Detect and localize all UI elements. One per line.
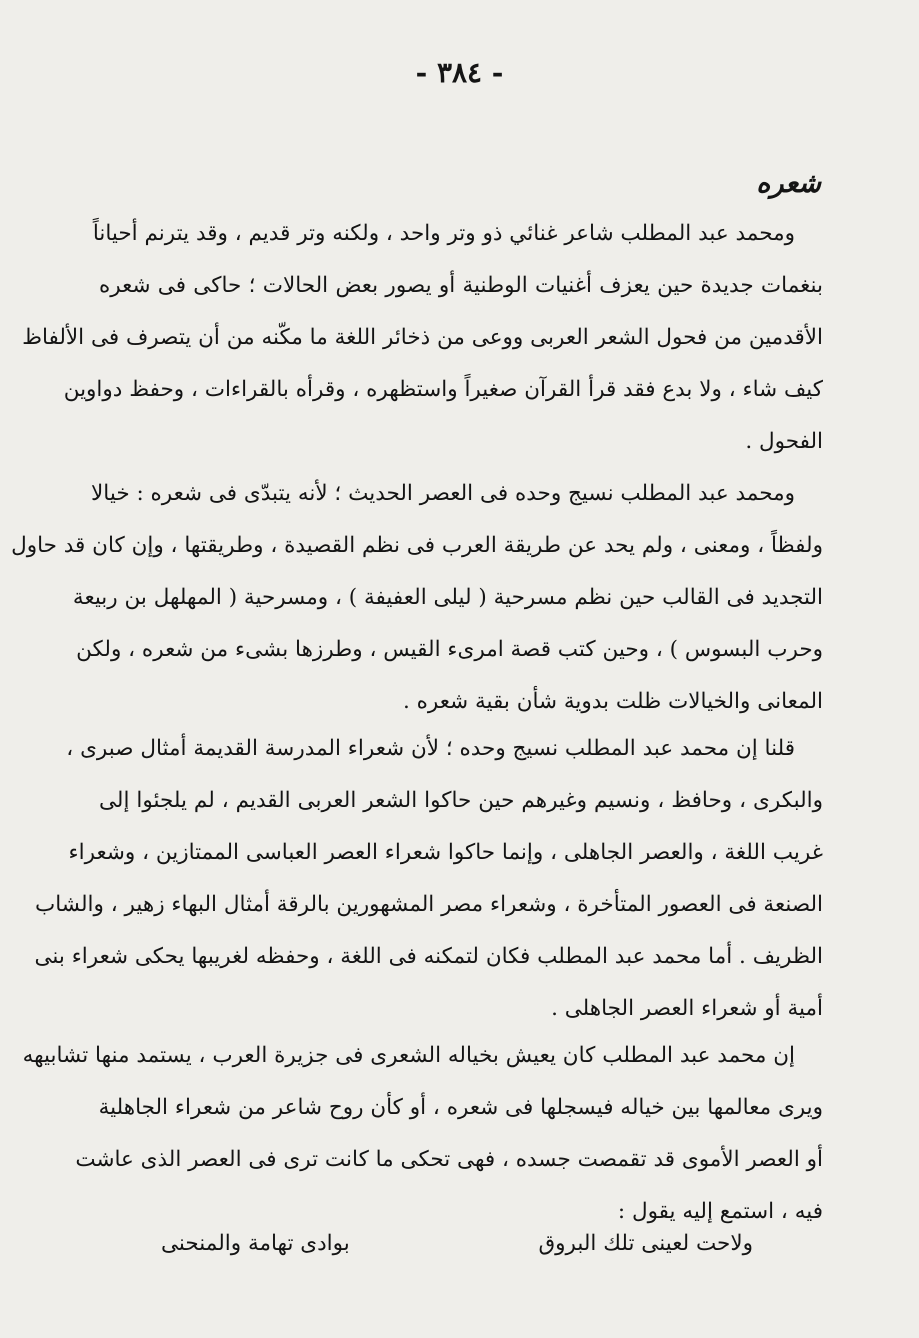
paragraph-line: ومحمد عبد المطلب نسيج وحده فى العصر الحديث ؛ لأنه يتبدّى فى شعره : خيالا — [91, 481, 795, 506]
paragraph-line: الظريف . أما محمد عبد المطلب فكان لتمكنه فى اللغة ، وحفظه لغريبها يحكى شعراء بنى — [34, 944, 823, 969]
paragraph-line: أو العصر الأموى قد تقمصت جسده ، فهى تحكى ما كانت ترى فى العصر الذى عاشت — [75, 1147, 823, 1172]
paragraph-line: التجديد فى القالب حين نظم مسرحية ( ليلى العفيفة ) ، ومسرحية ( المهلهل بن ربيعة — [72, 585, 823, 610]
paragraph-line: والبكرى ، وحافظ ، ونسيم وغيرهم حين حاكوا الشعر العربى القديم ، لم يلجئوا إلى — [99, 788, 823, 813]
paragraph-1 — [22, 208, 823, 468]
verse-first-hemistich: ولاحت لعينى تلك البروق — [538, 1231, 753, 1256]
paragraph-line: ولفظاً ، ومعنى ، ولم يحد عن طريقة العرب فى نظم القصيدة ، وطريقتها ، وإن كان قد حاول — [11, 533, 823, 558]
paragraph-line: الفحول . — [745, 429, 823, 454]
paragraph-line: قلنا إن محمد عبد المطلب نسيج وحده ؛ لأن شعراء المدرسة القديمة أمثال صبرى ، — [66, 736, 795, 761]
paragraph-2 — [11, 468, 823, 728]
paragraph-line: أمية أو شعراء العصر الجاهلى . — [551, 996, 823, 1021]
paragraph-line: الصنعة فى العصور المتأخرة ، وشعراء مصر المشهورين بالرقة أمثال البهاء زهير ، والشاب — [35, 892, 823, 917]
section-heading: شعره — [756, 168, 821, 199]
paragraph-line: ويرى معالمها بين خياله فيسجلها فى شعره ، أو كأن روح شاعر من شعراء الجاهلية — [98, 1095, 823, 1120]
paragraph-3 — [34, 723, 823, 1035]
paragraph-line: فيه ، استمع إليه يقول : — [617, 1199, 823, 1224]
paragraph-line: إن محمد عبد المطلب كان يعيش بخياله الشعرى فى جزيرة العرب ، يستمد منها تشابيهه — [22, 1043, 795, 1068]
paragraph-line: كيف شاء ، ولا بدع فقد قرأ القرآن صغيراً واستظهره ، وقرأه بالقراءات ، وحفظ دواوين — [63, 377, 823, 402]
page-number: - ٣٨٤ - — [415, 56, 504, 89]
paragraph-line: المعانى والخيالات ظلت بدوية شأن بقية شعره . — [402, 689, 823, 714]
paragraph-line: ومحمد عبد المطلب شاعر غنائي ذو وتر واحد ، ولكنه وتر قديم ، وقد يترنم أحياناً — [92, 221, 795, 246]
paragraph-line: غريب اللغة ، والعصر الجاهلى ، وإنما حاكوا شعراء العصر العباسى الممتازين ، وشعراء — [68, 840, 823, 865]
paragraph-line: بنغمات جديدة حين يعزف أغنيات الوطنية أو يصور بعض الحالات ؛ حاكى فى شعره — [99, 273, 823, 298]
paragraph-line: الأقدمين من فحول الشعر العربى ووعى من ذخائر اللغة ما مكّنه من أن يتصرف فى الألفاظ — [22, 325, 823, 350]
verse-second-hemistich: بوادى تهامة والمنحنى — [161, 1231, 350, 1256]
poem-verse — [99, 1218, 823, 1270]
paragraph-line: وحرب البسوس ) ، وحين كتب قصة امرىء القيس ، وطرزها بشىء من شعره ، ولكن — [76, 637, 823, 662]
paragraph-4 — [22, 1030, 823, 1238]
